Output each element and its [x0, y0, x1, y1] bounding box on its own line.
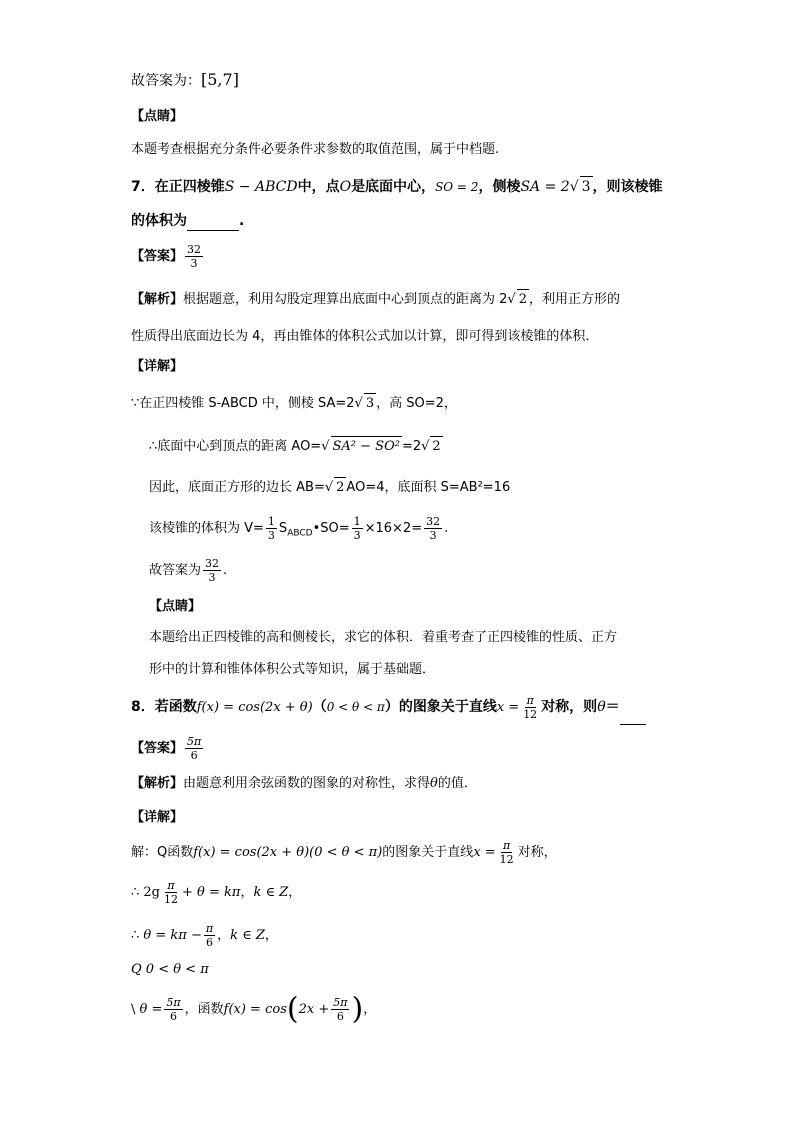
q7-dianjing-line1: 本题给出正四棱锥的高和侧棱长，求它的体积．着重考查了正四棱锥的性质、正方	[149, 630, 618, 645]
q8-solution-1-x: x =	[473, 845, 496, 860]
q7-detail-label: 【详解】	[131, 359, 184, 374]
q8-solution-3b: ，	[217, 928, 231, 943]
q7-stem-text-d: ，侧棱	[478, 179, 521, 195]
q7-answer-den: 3	[190, 257, 198, 270]
q7-detail-3b: AO=4，底面积 S=AB²=16	[346, 480, 511, 495]
q7-detail-2-sqrt-expr: SA² − SO²	[331, 436, 402, 457]
q7-detail-1a: ∵在正四棱锥 S-ABCD 中，侧棱 SA=2	[131, 396, 355, 411]
q8-solution-3-math: θ = kπ −	[143, 928, 202, 943]
q8-solution-2c: ，	[288, 885, 302, 900]
prev-answer-line	[131, 70, 239, 91]
q7-detail-4-frac3-num: 32	[426, 515, 441, 528]
q7-detail-4-frac1-num: 1	[267, 515, 275, 528]
q7-stem-line2	[131, 211, 244, 231]
q8-solution-5-frac2	[331, 996, 349, 1023]
q8-stem-frac-den: 12	[523, 707, 538, 721]
q8-solution-line2	[131, 876, 301, 910]
q7-detail-2b: =2	[401, 439, 422, 454]
q7-detail-1-sqrt3: 3	[364, 393, 376, 414]
q8-stem-fraction	[521, 694, 539, 721]
q7-detail-4e: .	[444, 521, 449, 536]
q8-answer-num: 5π	[187, 735, 202, 748]
q8-answer-fraction	[185, 735, 203, 762]
q8-solution-1-frac-den: 12	[499, 853, 514, 866]
q8-solution-line3	[131, 919, 278, 953]
q8-stem-frac-num: π	[526, 693, 534, 707]
q8-answer-line	[131, 734, 205, 764]
q8-left-paren: (	[286, 991, 299, 1027]
q8-stem-text-a: 8．若函数	[131, 699, 197, 715]
q7-stem-math-sa: SA = 2	[520, 179, 570, 195]
q8-answer-den: 6	[190, 749, 198, 762]
q8-solution-1-frac-num: π	[503, 839, 511, 852]
q8-solution-5-func: f(x) = cos	[223, 1002, 287, 1017]
q7-detail-5b: .	[223, 563, 228, 578]
q8-solution-5-frac-den: 6	[170, 1010, 177, 1023]
q7-stem-text-g: .	[239, 213, 245, 229]
q8-detail-label: 【详解】	[131, 810, 184, 825]
q7-detail-2-sqrt2: 2	[430, 436, 442, 457]
q7-detail-1b: ，高 SO=2，	[376, 396, 457, 411]
q8-answer-label: 【答案】	[131, 741, 184, 756]
prev-answer-value: [5,7]	[201, 70, 239, 89]
q7-detail-5-frac	[203, 557, 221, 584]
q7-answer-fraction	[185, 243, 203, 270]
prev-dianjing-label: 【点睛】	[131, 109, 184, 124]
q7-detail-4-frac2-den: 3	[353, 529, 361, 542]
q7-detail-3a: 因此，底面正方形的边长 AB=	[149, 480, 325, 495]
q8-stem-math-func: f(x) = cos(2x + θ)	[196, 700, 313, 715]
q8-solution-5c: ，	[363, 1002, 377, 1017]
q7-stem-text-a: 7．在正四棱锥	[131, 179, 225, 195]
q7-analysis-line1: 【解析】根据题意，利用勾股定理算出底面中心到顶点的距离为 2√ 2 ，利用正方形的	[131, 289, 620, 310]
q7-answer-blank	[187, 216, 239, 231]
q7-detail-4-sub: ABCD	[287, 528, 313, 539]
q7-analysis-text-1a: 根据题意，利用勾股定理算出底面中心到顶点的距离为 2	[183, 292, 508, 307]
q7-stem-text-b: 中，点	[297, 179, 340, 195]
q7-detail-5-den: 3	[208, 571, 216, 584]
q8-answer-blank	[620, 710, 646, 725]
q8-solution-5-frac2-num: 5π	[333, 996, 348, 1009]
q7-analysis-line2: 性质得出底面边长为 4，再由锥体的体积公式加以计算，即可得到该棱锥的体积．	[131, 329, 599, 344]
q7-detail-4a: 该棱锥的体积为 V=	[149, 521, 264, 536]
q8-solution-line4: Q 0 < θ < π	[131, 962, 209, 977]
q8-solution-5a: \	[131, 1002, 136, 1017]
q8-stem-math-range: 0 < θ < π	[326, 700, 385, 714]
q7-answer-num: 32	[187, 243, 202, 256]
q7-stem-math-so: SO = 2	[435, 180, 479, 194]
q8-stem-text-d: 对称，则	[541, 699, 598, 715]
q8-solution-3-kz: k ∈ Z	[230, 928, 265, 943]
q8-solution-2a: ∴ 2g	[131, 885, 160, 900]
q7-detail-5a: 故答案为	[149, 563, 202, 578]
q7-analysis-text-1b: ，利用正方形的	[529, 292, 621, 307]
q8-solution-2-math: + θ = kπ	[182, 885, 241, 900]
q8-solution-3-frac	[204, 922, 215, 949]
q8-solution-line1	[131, 836, 557, 870]
q8-analysis-text-b: 的值．	[437, 776, 477, 791]
q8-solution-1c: 对称，	[517, 845, 557, 860]
q8-solution-5-frac	[164, 996, 182, 1023]
q8-solution-2-frac	[162, 879, 180, 906]
q8-solution-1-frac	[498, 839, 516, 866]
q8-solution-5-arg: 2x +	[298, 1002, 330, 1017]
q7-detail-4-frac1	[266, 515, 277, 542]
q8-solution-5-frac-num: 5π	[166, 996, 181, 1009]
q7-stem-sqrt3: 3	[580, 176, 593, 197]
q8-solution-5-theta: θ =	[139, 1002, 163, 1017]
q7-answer-label: 【答案】	[131, 249, 184, 264]
q8-solution-1a: 解：Q函数	[131, 845, 194, 860]
q8-analysis-line	[131, 774, 477, 794]
q8-solution-1b: 的图象关于直线	[382, 845, 474, 860]
q8-solution-2-frac-num: π	[167, 879, 175, 892]
q7-detail-4-frac2	[352, 515, 363, 542]
q7-detail-line5	[149, 554, 227, 588]
q7-detail-4-frac2-num: 1	[353, 515, 361, 528]
q8-solution-2b: ，	[240, 885, 254, 900]
q7-detail-line4	[149, 512, 448, 551]
q7-stem-line1: 7．在正四棱锥S − ABCD中，点O是底面中心，SO = 2，侧棱SA = 2√ 3 ，则该棱锥	[131, 176, 663, 197]
q7-detail-4d: ×16×2=	[364, 521, 423, 536]
q8-stem-text-c: ）的图象关于直线	[384, 699, 497, 715]
prev-answer-label: 故答案为：	[131, 73, 201, 89]
q8-stem-line	[131, 690, 646, 725]
q7-detail-5-num: 32	[205, 557, 220, 570]
q7-detail-2a: ∴底面中心到顶点的距离 AO=	[149, 439, 322, 454]
q7-detail-line2: ∴底面中心到顶点的距离 AO=√ SA² − SO² =2√ 2	[149, 436, 443, 457]
q7-stem-math-o: O	[339, 179, 352, 195]
q7-answer-line	[131, 242, 205, 272]
q7-dianjing-label: 【点睛】	[149, 599, 202, 614]
q7-stem-text-c: 是底面中心，	[351, 179, 436, 195]
q7-detail-line3: 因此，底面正方形的边长 AB=√ 2 AO=4，底面积 S=AB²=16	[149, 477, 510, 498]
q8-stem-text-e: ＝	[605, 699, 620, 715]
q8-stem-math-x: x =	[496, 700, 520, 715]
q7-stem-text-f: 的体积为	[131, 213, 187, 229]
q8-solution-3c: ，	[264, 928, 278, 943]
q7-detail-4-frac1-den: 3	[267, 529, 275, 542]
q8-analysis-label: 【解析】	[131, 776, 184, 791]
q7-detail-4b: S	[278, 521, 288, 536]
q8-analysis-text-a: 由题意利用余弦函数的图象的对称性，求得	[183, 776, 431, 791]
q7-analysis-sqrt2: 2	[517, 289, 529, 310]
q8-right-paren: )	[351, 991, 364, 1027]
q8-solution-5-frac2-den: 6	[336, 1010, 344, 1023]
q8-solution-2-kz: k ∈ Z	[253, 885, 289, 900]
q8-solution-3-frac-num: π	[205, 922, 214, 935]
q7-detail-4-frac3-den: 3	[429, 529, 437, 542]
q8-solution-3-frac-den: 6	[205, 936, 213, 949]
q7-stem-math-pyramid: S − ABCD	[224, 179, 298, 195]
q7-detail-3-sqrt2: 2	[334, 477, 346, 498]
q7-detail-line1: ∵在正四棱锥 S-ABCD 中，侧棱 SA=2√ 3 ，高 SO=2，	[131, 393, 457, 414]
q8-analysis-theta: θ	[430, 776, 438, 791]
q7-stem-text-e: ，则该棱锥	[592, 179, 663, 195]
q7-detail-4c: •SO=	[312, 521, 350, 536]
q7-detail-4-frac3	[424, 515, 442, 542]
q7-dianjing-line2: 形中的计算和锥体体积公式等知识，属于基础题．	[149, 662, 436, 677]
q8-solution-line5	[131, 990, 376, 1030]
q8-solution-3a: ∴	[131, 928, 140, 943]
q8-solution-5b: ，函数	[184, 1002, 224, 1017]
q8-solution-1-math: f(x) = cos(2x + θ)(0 < θ < π)	[193, 845, 383, 860]
prev-dianjing-text: 本题考查根据充分条件必要条件求参数的取值范围，属于中档题.	[131, 142, 500, 157]
q7-analysis-label: 【解析】	[131, 292, 184, 307]
q8-solution-2-frac-den: 12	[164, 893, 178, 906]
q8-stem-math-theta: θ	[597, 699, 606, 715]
q8-stem-text-b: （	[312, 699, 327, 715]
